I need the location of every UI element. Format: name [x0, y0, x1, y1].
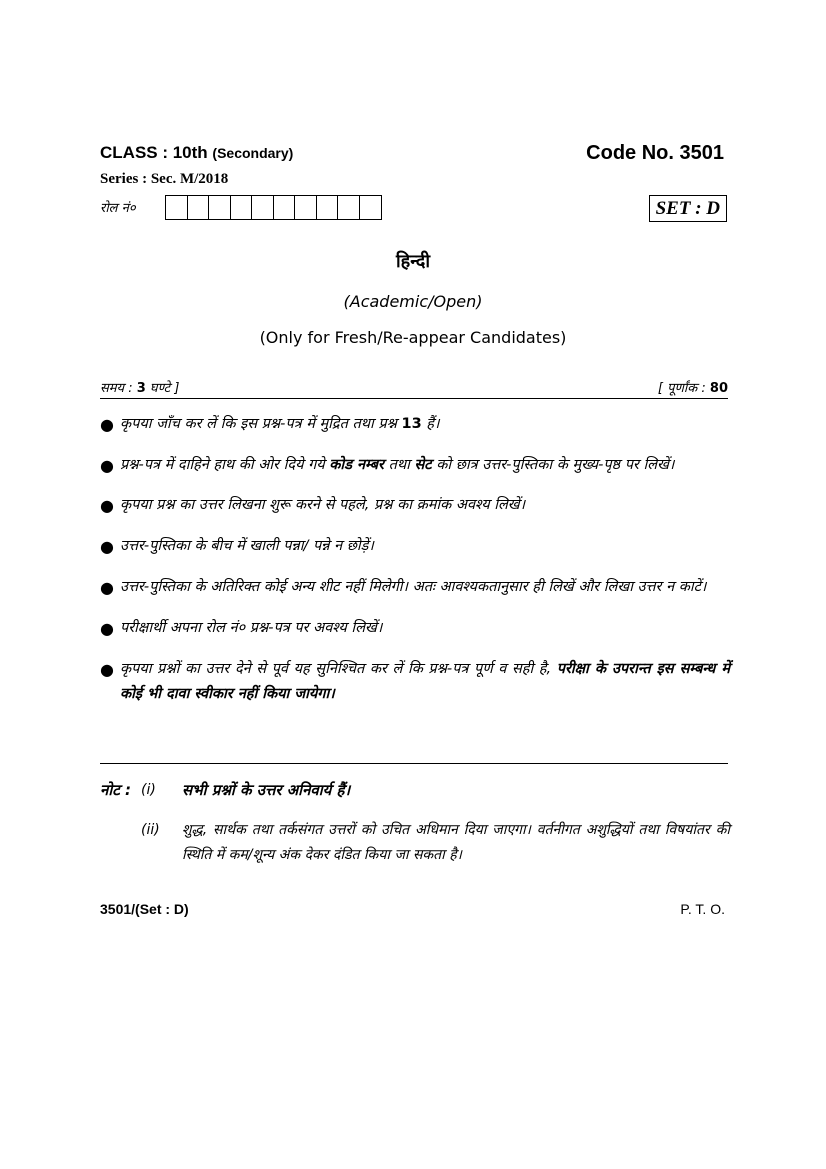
set-badge: SET : D [649, 195, 727, 222]
roll-number-box [188, 196, 210, 219]
instruction-item: ● कृपया प्रश्नों का उत्तर देने से पूर्व यह सुनिश्चित कर लें कि प्रश्न-पत्र पूर्ण व सही है, परीक्षा के उपरान्त इस सम्बन्ध में कोई भी दावा स्वीकार नहीं किया जायेगा। [100, 657, 730, 707]
bullet-icon: ● [100, 578, 114, 597]
divider-middle [100, 763, 728, 764]
roll-number-box [338, 196, 360, 219]
footer-pto: P. T. O. [680, 901, 725, 917]
instruction-item: ● प्रश्न-पत्र में दाहिने हाथ की ओर दिये गये कोड नम्बर तथा सेट को छात्र उत्तर-पुस्तिका के मुख्य-पृष्ठ पर लिखें। [100, 453, 730, 478]
note-ii-text: शुद्ध, सार्थक तथा तर्कसंगत उत्तरों को उचित अधिमान दिया जाएगा। वर्तनीगत अशुद्धियों तथा विषयांतर की स्थिति में कम/शून्य अंक देकर दंडित किया जा सकता है। [182, 822, 730, 863]
roll-number-box [166, 196, 188, 219]
bullet-icon: ● [100, 496, 114, 515]
bullet-icon: ● [100, 537, 114, 556]
candidates-label: (Only for Fresh/Re-appear Candidates) [259, 328, 567, 347]
bullet-icon: ● [100, 415, 114, 434]
roll-number-box [274, 196, 296, 219]
class-suffix: (Secondary) [212, 145, 294, 161]
note-label: नोट : [100, 781, 131, 799]
instructions-list [100, 412, 730, 707]
subject-title: हिन्दी [395, 251, 430, 272]
code-number: Code No. 3501 [586, 142, 724, 164]
roll-number-box [209, 196, 231, 219]
bullet-icon: ● [100, 456, 114, 475]
note-i-number: (i) [141, 782, 156, 798]
max-marks: [ पूर्णांक : 80 [657, 381, 728, 396]
roll-number-label: रोल नं० [100, 201, 136, 216]
series-label: Series : Sec. M/2018 [100, 171, 229, 187]
footer-code: 3501/(Set : D) [100, 901, 189, 917]
note-i-text: सभी प्रश्नों के उत्तर अनिवार्य हैं। [182, 781, 351, 799]
instruction-item: ● उत्तर-पुस्तिका के अतिरिक्त कोई अन्य शीट नहीं मिलेगी। अतः आवश्यकतानुसार ही लिखें और लिखा उत्तर न काटें। [100, 575, 730, 600]
instruction-item: ● उत्तर-पुस्तिका के बीच में खाली पन्ना/ पन्ने न छोड़ें। [100, 534, 730, 559]
roll-number-box [231, 196, 253, 219]
time-allowed: समय : 3 घण्टे ] [100, 381, 180, 396]
roll-number-boxes [165, 195, 382, 220]
instruction-item: ● कृपया प्रश्न का उत्तर लिखना शुरू करने से पहले, प्रश्न का क्रमांक अवश्य लिखें। [100, 493, 730, 518]
roll-number-box [317, 196, 339, 219]
stream-label: (Academic/Open) [343, 292, 483, 311]
bullet-icon: ● [100, 660, 114, 679]
roll-number-box [295, 196, 317, 219]
roll-number-box [360, 196, 382, 219]
divider-top [100, 398, 728, 399]
roll-number-box [252, 196, 274, 219]
bullet-icon: ● [100, 619, 114, 638]
instruction-item: ● परीक्षार्थी अपना रोल नं० प्रश्न-पत्र पर अवश्य लिखें। [100, 616, 730, 641]
note-ii-number: (ii) [141, 822, 160, 838]
class-label: CLASS : 10th (Secondary) [100, 143, 294, 162]
instruction-item: ● कृपया जाँच कर लें कि इस प्रश्न-पत्र में मुद्रित तथा प्रश्न 13 हैं। [100, 412, 730, 437]
